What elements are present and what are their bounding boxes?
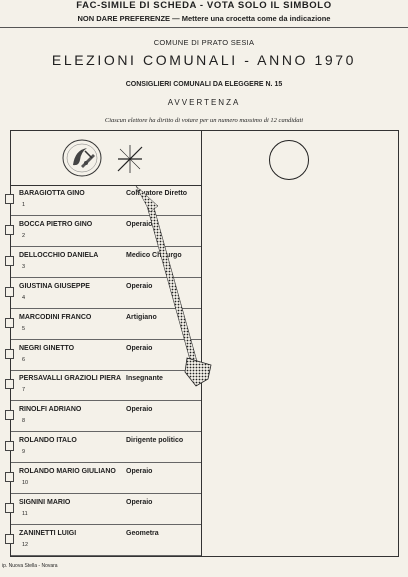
header-line-1: FAC-SIMILE DI SCHEDA - VOTA SOLO IL SIMBOLO <box>76 0 332 11</box>
candidate-number: 5 <box>22 325 26 332</box>
instruction-note: Ciascun elettore ha diritto di votare per un numero massimo di 12 candidati <box>104 117 304 124</box>
candidate-name: MARCODINI FRANCO <box>19 313 92 321</box>
candidate-name: BARAGIOTTA GINO <box>19 190 85 197</box>
candidate-name: GIUSTINA GIUSEPPE <box>19 282 90 290</box>
candidate-name: DELLOCCHIO DANIELA <box>19 251 99 259</box>
candidate-name: ROLANDO MARIO GIULIANO <box>19 468 116 476</box>
comune-label: COMUNE DI PRATO SESIA <box>153 38 255 47</box>
candidate-profession: Coltivatore Diretto <box>126 190 188 197</box>
page-title: ELEZIONI COMUNALI - ANNO 1970 <box>51 52 357 68</box>
candidate-number: 2 <box>22 232 26 239</box>
candidate-number: 11 <box>22 511 28 517</box>
candidate-number: 4 <box>22 294 26 301</box>
candidate-number: 3 <box>22 263 26 270</box>
candidate-number: 7 <box>22 387 26 394</box>
candidate-profession: Geometra <box>126 529 159 537</box>
candidate-name: SIGNINI MARIO <box>19 499 71 506</box>
candidate-name: RINOLFI ADRIANO <box>19 406 82 414</box>
candidate-profession: Operaio <box>126 499 153 506</box>
candidate-profession: Artigiano <box>126 313 157 321</box>
candidate-profession: Operaio <box>126 344 153 352</box>
candidate-profession: Operaio <box>126 406 153 414</box>
candidate-profession: Medico Chirurgo <box>126 251 182 259</box>
candidate-profession: Operaio <box>126 282 153 290</box>
avvertenza-label: AVVERTENZA <box>167 98 241 107</box>
candidate-name: ZANINETTI LUIGI <box>19 529 77 537</box>
candidate-number: 12 <box>22 541 29 548</box>
candidate-number: 6 <box>22 356 26 363</box>
candidate-number: 1 <box>22 202 26 208</box>
printer-footer: ip. Nuova Stella - Novara <box>2 563 58 569</box>
candidate-profession: Insegnante <box>126 375 163 383</box>
header-line-2: NON DARE PREFERENZE — Mettere una crocetta come da indicazione <box>77 14 331 23</box>
candidate-profession: Operaio <box>126 220 153 228</box>
candidate-name: PERSAVALLI GRAZIOLI PIERA <box>19 375 122 383</box>
candidate-number: 8 <box>22 418 26 425</box>
candidate-name: NEGRI GINETTO <box>19 344 75 352</box>
candidate-name: BOCCA PIETRO GINO <box>19 220 93 228</box>
subtitle: CONSIGLIERI COMUNALI DA ELEGGERE N. 15 <box>125 81 283 88</box>
candidate-name: ROLANDO ITALO <box>19 437 77 445</box>
candidate-number: 10 <box>22 480 29 487</box>
candidate-profession: Operaio <box>126 468 153 476</box>
candidate-number: 9 <box>22 449 26 456</box>
candidate-profession: Dirigente politico <box>126 437 184 445</box>
